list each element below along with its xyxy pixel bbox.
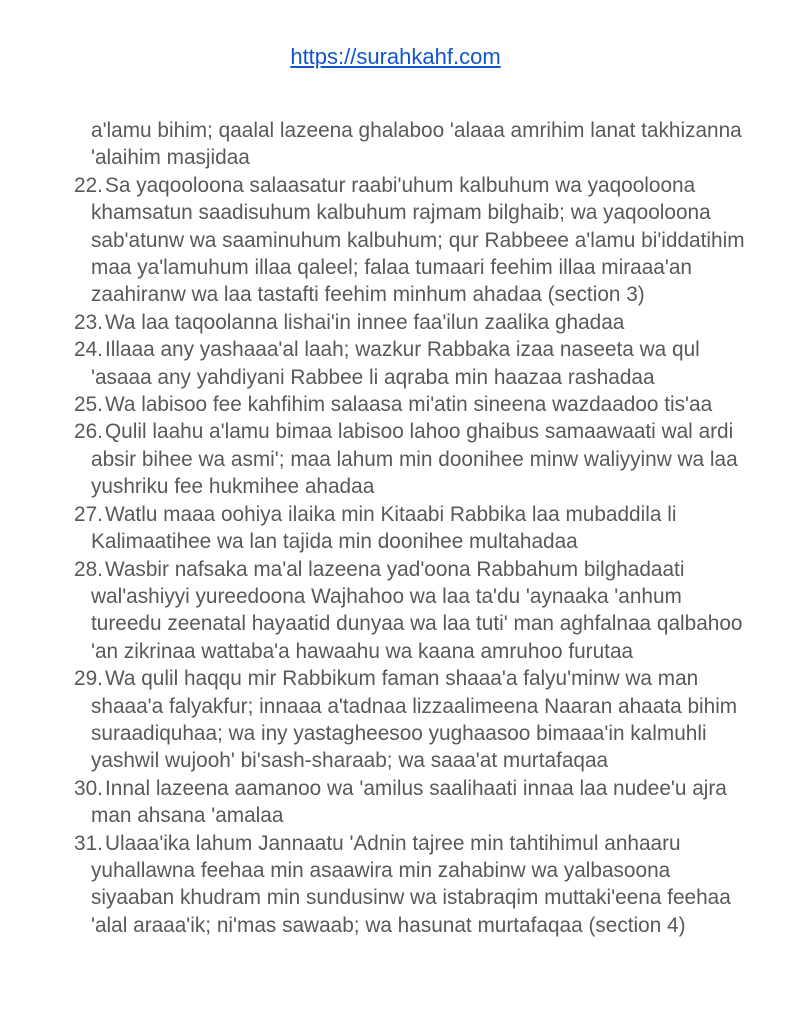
verse-line: yuhallawna feehaa min asaawira min zahabinw wa yalbasoona	[91, 858, 671, 882]
verse-line: tureedu zeenatal hayaatid dunyaa wa laa tuti' man aghfalnaa qalbahoo	[91, 612, 743, 636]
verse-26	[74, 418, 751, 500]
verse-line: 'alal araaa'ik; ni'mas sawaab; wa hasunat murtafaqaa (section 4)	[91, 913, 686, 937]
verse-line: sab'atunw wa saaminuhum kalbuhum; qur Rabbeee a'lamu bi'iddatihim	[91, 228, 745, 252]
surahkahf-url-link[interactable]: https://surahkahf.com	[290, 44, 501, 69]
verse-29	[74, 665, 751, 775]
verse-continuation	[91, 117, 751, 172]
verse-list	[0, 117, 791, 939]
verse-25	[74, 391, 751, 418]
verse-28	[74, 556, 751, 666]
verse-number: 27.	[74, 502, 103, 526]
verse-line: Kalimaatihee wa lan tajida min doonihee multahadaa	[91, 530, 578, 554]
verse-27	[74, 501, 751, 556]
verse-line: Wasbir nafsaka ma'al lazeena yad'oona Rabbahum bilghadaati	[105, 557, 685, 581]
verse-number: 24.	[74, 338, 103, 362]
verse-line: Wa laa taqoolanna lishai'in innee faa'ilun zaalika ghadaa	[105, 310, 625, 334]
verse-number: 23.	[74, 310, 103, 334]
verse-number: 26.	[74, 420, 103, 444]
verse-line: maa ya'lamuhum illaa qaleel; falaa tumaari feehim illaa miraaa'an	[91, 256, 692, 280]
verse-line: wal'ashiyyi yureedoona Wajhahoo wa laa ta'du 'aynaaka 'anhum	[91, 584, 682, 608]
verse-line: yushriku fee hukmihee ahadaa	[91, 475, 375, 499]
verse-line: 'asaaa any yahdiyani Rabbee li aqraba min haazaa rashadaa	[91, 365, 655, 389]
verse-number: 28.	[74, 557, 103, 581]
verse-line: Wa labisoo fee kahfihim salaasa mi'atin sineena wazdaadoo tis'aa	[105, 393, 713, 417]
verse-line: 'alaihim masjidaa	[91, 146, 250, 170]
verse-line: Ulaaa'ika lahum Jannaatu 'Adnin tajree min tahtihimul anhaaru	[105, 831, 681, 855]
verse-line: a'lamu bihim; qaalal lazeena ghalaboo 'alaaa amrihim lanat takhizanna	[91, 119, 742, 142]
verse-number: 25.	[74, 393, 103, 417]
verse-line: 'an zikrinaa wattaba'a hawaahu wa kaana amruhoo furutaa	[91, 639, 634, 663]
verse-line: Illaaa any yashaaa'al laah; wazkur Rabbaka izaa naseeta wa qul	[105, 338, 700, 362]
verse-line: Wa qulil haqqu mir Rabbikum faman shaaa'a falyu'minw wa man	[105, 667, 699, 691]
verse-line: Innal lazeena aamanoo wa 'amilus saalihaati innaa laa nudee'u ajra	[105, 776, 727, 800]
verse-22	[74, 172, 751, 309]
verse-line: shaaa'a falyakfur; innaaa a'tadnaa lizzaalimeena Naaran ahaata bihim	[91, 694, 738, 718]
verse-23	[74, 309, 751, 336]
verse-line: man ahsana 'amalaa	[91, 804, 284, 828]
verse-line: Qulil laahu a'lamu bimaa labisoo lahoo ghaibus samaawaati wal ardi	[105, 420, 734, 444]
verse-line: Sa yaqooloona salaasatur raabi'uhum kalbuhum wa yaqooloona	[105, 173, 696, 197]
verse-number: 30.	[74, 776, 103, 800]
verse-line: khamsatun saadisuhum kalbuhum rajmam bilghaib; wa yaqooloona	[91, 201, 711, 225]
header-link-row	[0, 0, 791, 70]
verse-number: 22.	[74, 173, 103, 197]
verse-number: 31.	[74, 831, 103, 855]
verse-line: siyaaban khudram min sundusinw wa istabraqim muttaki'eena feehaa	[91, 886, 731, 910]
verse-31	[74, 830, 751, 940]
verse-24	[74, 336, 751, 391]
verse-line: yashwil wujooh' bi'sash-sharaab; wa saaa'at murtafaqaa	[91, 749, 609, 773]
verse-30	[74, 775, 751, 830]
verse-line: absir bihee wa asmi'; maa lahum min doonihee minw waliyyinw wa laa	[91, 447, 738, 471]
verse-line: suraadiquhaa; wa iny yastagheesoo yughaasoo bimaaa'in kalmuhli	[91, 721, 707, 745]
verse-number: 29.	[74, 667, 103, 691]
verse-line: Watlu maaa oohiya ilaika min Kitaabi Rabbika laa mubaddila li	[105, 502, 677, 526]
verse-line: zaahiranw wa laa tastafti feehim minhum ahadaa (section 3)	[91, 283, 645, 307]
